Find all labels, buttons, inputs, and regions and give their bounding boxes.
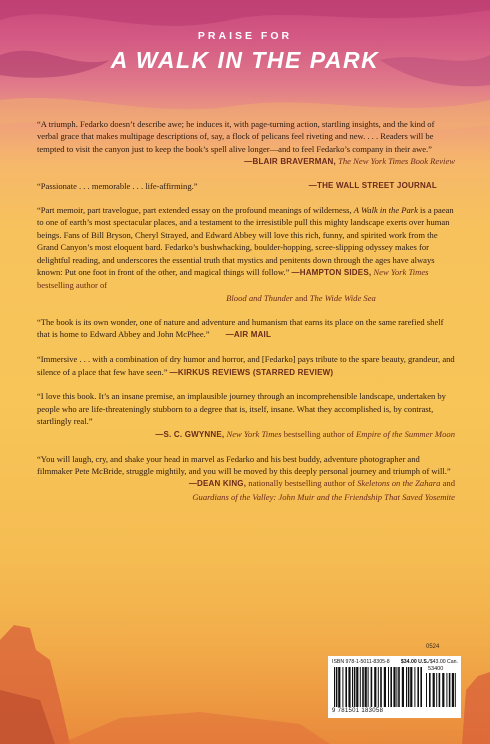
isbn-row [332,659,458,665]
quote-book-title: A Walk in the Park [353,205,418,216]
quote-sides [37,204,455,304]
barcode-addon [426,673,456,707]
barcode-bar [356,667,358,707]
quote-kirkus [37,353,455,379]
barcode-bar [378,667,379,707]
quote-text-lead: “Part memoir, part travelogue, part extended essay on the profound meanings of wilderness, [37,205,352,216]
barcode-bar [388,667,389,707]
barcode-bar [455,673,456,707]
quote-braverman [37,118,455,169]
barcode-bar [439,673,441,707]
quote-attribution [37,477,455,490]
quote-author: —KIRKUS REVIEWS (STARRED REVIEW) [169,367,334,377]
barcode-bar [390,667,392,707]
quote-gwynne [37,390,455,441]
quote-detail: nationally bestselling author of [248,478,355,489]
quote-text: “Immersive . . . with a combination of dry humor and horror, and [Fedarko] pays tribute to the spare beauty, grandeur, and silence of a place that few have seen.” [37,354,455,377]
barcode-main [334,667,422,707]
barcode-bar [452,673,454,707]
quote-attribution [37,428,455,441]
barcode-bar [417,667,419,707]
barcode-addon-number: 53400 [428,666,444,672]
quote-author: —AIR MAIL [225,330,272,340]
quote-and: and [442,478,455,489]
barcode-bar [446,673,447,707]
barcode-bar [442,673,444,707]
barcode-bar [374,667,376,707]
print-code: 0524 [426,644,440,650]
quote-publication: New York Times [226,428,282,439]
quote-author: —HAMPTON SIDES, [291,268,372,278]
barcode-bar [360,667,361,707]
quote-author: —THE WALL STREET JOURNAL [308,181,437,191]
quote-publication: The New York Times Book Review [338,156,455,167]
quote-book-2: Guardians of the Valley: John Muir and the Friendship That Saved Yosemite [192,491,455,502]
quote-wsj [37,180,455,192]
barcode-bar [348,667,350,707]
cloud-shape [0,0,490,26]
barcode-bar [406,667,407,707]
barcode-bar [345,667,347,707]
price-us: $34.00 U.S. [400,659,429,665]
barcode-bar [426,673,427,707]
barcode-bar [362,667,364,707]
quote-author: —DEAN KING, [188,479,247,489]
quote-text: “A triumph. Fedarko doesn’t describe awe; he induces it, with page-turning action, startling insights, and the kind of verbal grace that makes multipage descriptions of, say, a flock of pelicans feel riveting and new. . . . Readers will be tempted to visit the canyon just to keep the book’s spell alive longer—and to feel Fedarko’s company in their awe.” [37,119,435,154]
quote-text: is a paean to one of earth’s most spectacular places, and a testament to the irresistible pull this mighty landscape exerts over human beings. Fans of Bill Bryson, Cheryl Strayed, and Edward Abbey will love this rich, funny, and spirited work from the Grand Canyon’s most eloquent bard. Fedarko’s bushwhacking, boulder-hopping, scree-slipping odyssey makes for delightful reading, and underscores the essential truth that mystics and penitents down through the ages have always known: Put one foot in front of the other, and magical things will follow.” [37,205,454,278]
barcode-bar [402,667,404,707]
barcode-bar [384,667,386,707]
barcode-bar [380,667,382,707]
barcode-bar [410,667,412,707]
barcode-bar [338,667,340,707]
barcode-bar [398,667,400,707]
barcode-bar [352,667,353,707]
ground [60,712,330,744]
barcode-bar [342,667,343,707]
barcode-bar [429,673,431,707]
quote-air-mail [37,316,455,342]
quote-text: “I love this book. It’s an insane premise, an implausible journey through an incomprehensible landscape, undertaken by people who are life-threateningly stubborn to a degree that is, itself, insane. What they accomplished is, by contrast, startlingly real.” [37,391,446,427]
barcode-bar [368,667,369,707]
barcode-bar [449,673,451,707]
quote-book-1: Skeletons on the Zahara [357,478,441,489]
quote-attribution [37,155,455,168]
quotes-list [37,118,455,515]
quote-attribution-2 [37,491,455,503]
price-text [401,659,458,665]
barcode-bar [420,667,422,707]
quote-detail: bestselling author of [37,280,108,291]
quote-author: —BLAIR BRAVERMAN, [244,157,336,167]
isbn-text: ISBN 978-1-5011-8305-8 [332,659,390,665]
mesa-right [462,672,490,744]
header [0,30,490,74]
barcode-bar [408,667,410,707]
barcode-bar [354,667,356,707]
barcode-bar [371,667,373,707]
quote-king [37,453,455,504]
price-can: /$43.00 Can. [428,659,458,665]
barcode-bar [414,667,415,707]
quote-books [37,292,455,304]
quote-author: —S. C. GWYNNE, [155,429,225,439]
quote-text: “You will laugh, cry, and shake your head in marvel as Fedarko and his best buddy, adventure photographer and filmmaker Pete McBride, struggle mightily, and you will be moved by this deeply personal journey and triumph of will.” [37,453,451,476]
quote-text: “Passionate . . . memorable . . . life-affirming.” [37,181,198,192]
barcode-digits: 9 781501 183058 [332,708,384,714]
barcode-bar [433,673,435,707]
barcode-bar [334,667,335,707]
barcode-bar [336,667,338,707]
barcode-box [328,656,461,718]
barcode-bar [396,667,397,707]
quote-detail: bestselling author of [283,428,354,439]
quote-publication: New York Times [373,267,429,278]
barcode-bar [393,667,395,707]
barcode-bar [436,673,437,707]
praise-for-label: PRAISE FOR [197,30,293,42]
barcode-bar [365,667,367,707]
quote-text: “The book is its own wonder, one of nature and adventure and humanism that earns its place on the same rarefied shelf that is home to Edward Abbey and John McPhee.” [37,316,444,340]
quote-book-1: Blood and Thunder [226,292,293,303]
book-title: A WALK IN THE PARK [110,47,380,73]
quote-book-1: Empire of the Summer Moon [356,428,455,439]
quote-and: and [295,292,308,303]
quote-book-2: The Wide Wide Sea [309,292,376,303]
